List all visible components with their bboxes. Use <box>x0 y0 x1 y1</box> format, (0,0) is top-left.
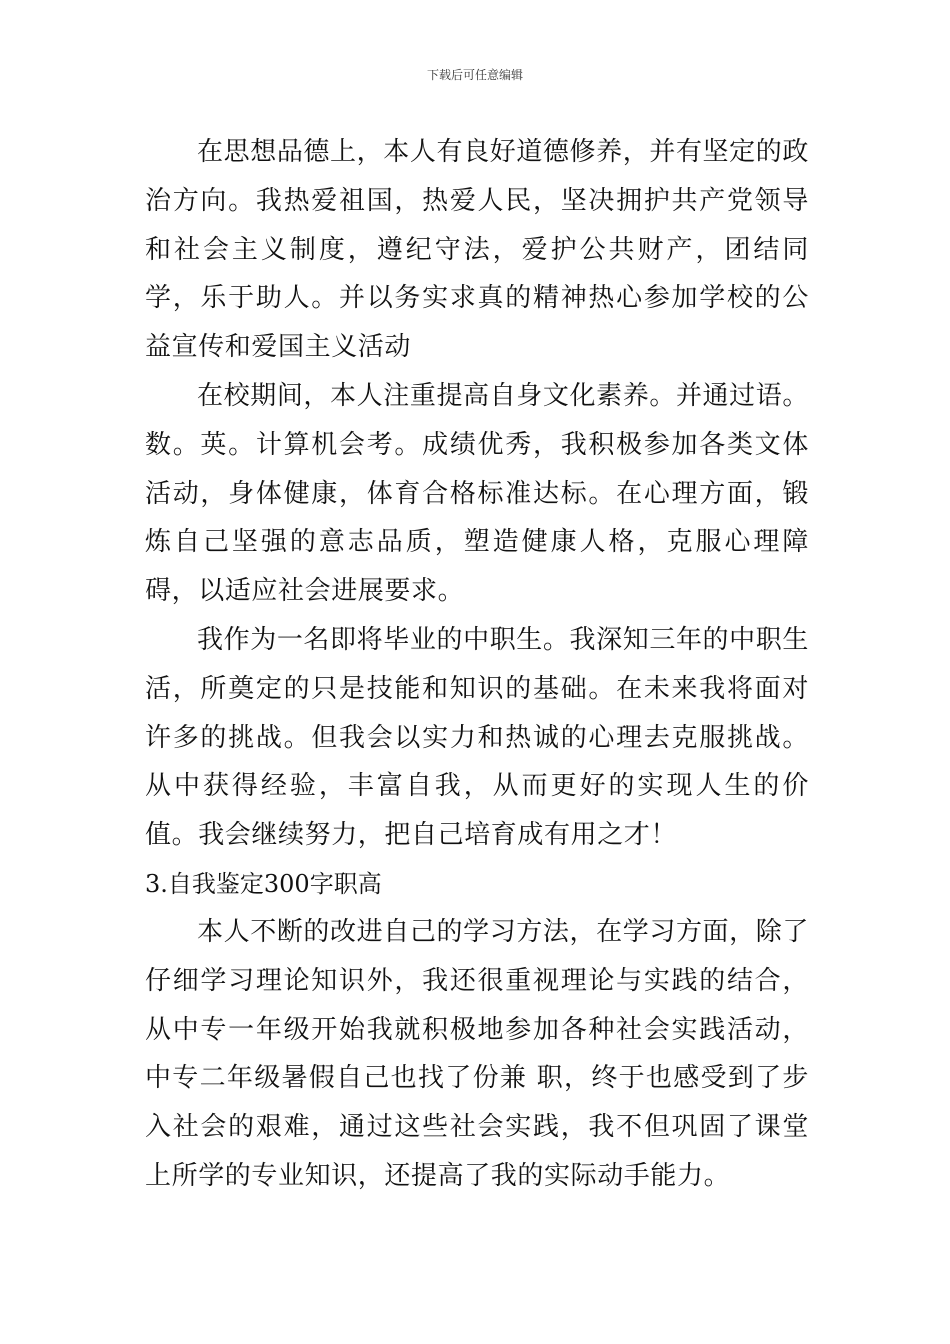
paragraph-school-period: 在校期间，本人注重提高自身文化素养。并通过语。数。英。计算机会考。成绩优秀，我积极参加各类文体活动，身体健康，体育合格标准达标。在心理方面，锻炼自己坚强的意志品质，塑造健康人格，克服心理障碍，以适应社会进展要求。 <box>145 380 809 607</box>
paragraph-moral-character: 在思想品德上，本人有良好道德修养，并有坚定的政治方向。我热爱祖国，热爱人民，坚决拥护共产党领导和社会主义制度，遵纪守法，爱护公共财产，团结同学，乐于助人。并以务实求真的精神热心参加学校的公益宣传和爱国主义活动 <box>145 137 809 363</box>
document-body <box>145 128 809 1201</box>
header-note: 下载后可任意编辑 <box>426 68 523 82</box>
paragraph-study-practice: 本人不断的改进自己的学习方法，在学习方面，除了仔细学习理论知识外，我还很重视理论与实践的结合，从中专一年级开始我就积极地参加各种社会实践活动，中专二年级暑假自己也找了份兼 职，终于也感受到了步入社会的艰难，通过这些社会实践，我不但巩固了课堂上所学的专业知识，还提高了我的实际动手能力。 <box>145 916 809 1191</box>
section-heading: 3.自我鉴定300字职高 <box>145 869 382 898</box>
paragraph-graduation-outlook: 我作为一名即将毕业的中职生。我深知三年的中职生活，所奠定的只是技能和知识的基础。在未来我将面对许多的挑战。但我会以实力和热诚的心理去克服挑战。从中获得经验，丰富自我，从而更好的实现人生的价值。我会继续努力，把自己培育成有用之才！ <box>145 624 809 851</box>
